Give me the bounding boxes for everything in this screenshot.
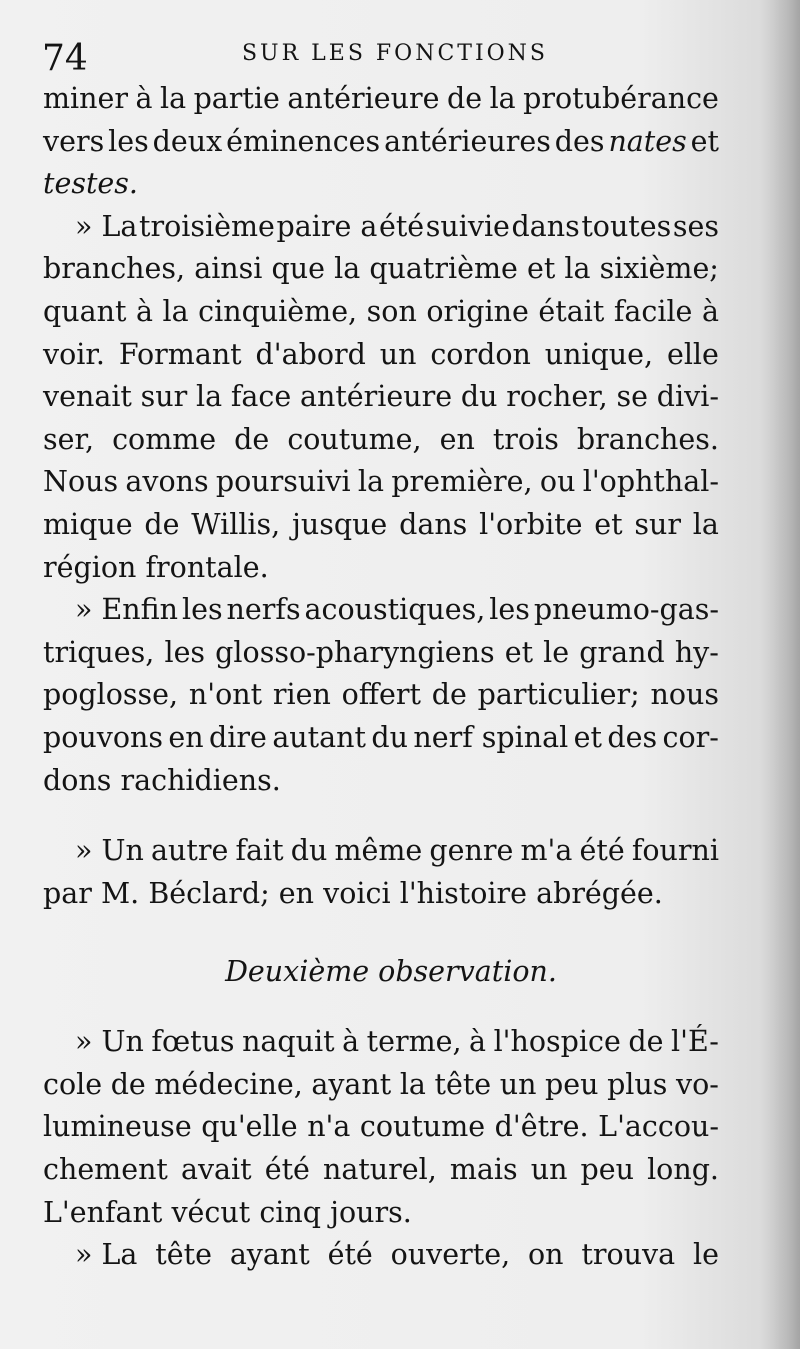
text-line: » La tête ayant été ouverte, on trouva le [75,1238,719,1272]
text-line: lumineuse qu'elle n'a coutume d'être. L'accou- [43,1110,719,1144]
page-number: 74 [42,38,88,79]
text-line: » Un fœtus naquit à terme, à l'hospice de l'É- [75,1025,719,1059]
text-line: » Un autre fait du même genre m'a été fourni [75,834,719,868]
section-heading: Deuxième observation. [225,955,557,989]
running-head: SUR LES FONCTIONS [241,41,548,66]
text-line: venait sur la face antérieure du rocher, se divi- [43,380,719,414]
text-line: L'enfant vécut cinq jours. [43,1195,412,1229]
text-line: voir. Formant d'abord un cordon unique, elle [43,337,719,371]
text-line: pouvons en dire autant du nerf spinal et des cor- [43,720,719,754]
text-line: cole de médecine, ayant la tête un peu plus vo- [43,1067,719,1101]
text-line: » Enfin les nerfs acoustiques, les pneumo-gas- [75,593,719,627]
text-line: » La troisième paire a été suivie dans toutes ses [75,209,719,243]
page-edge-shadow [760,0,800,1349]
page-header [40,34,720,84]
section-gap [43,915,719,943]
text-line: miner à la partie antérieure de la protubérance [43,82,719,115]
text-line: poglosse, n'ont rien offert de particulier; nous [43,678,719,712]
text-line: Nous avons poursuivi la première, ou l'ophthal- [43,465,719,499]
text-line: testes. [43,167,138,201]
text-line: mique de Willis, jusque dans l'orbite et sur la [43,507,719,541]
body-text [43,78,719,1277]
text-line: chement avait été naturel, mais un peu long. [43,1153,719,1187]
paragraph-gap [43,802,719,830]
text-line: ser, comme de coutume, en trois branches. [43,422,719,456]
section-gap [43,1001,719,1021]
text-line: vers les deux éminences antérieures des nates et [43,124,719,158]
text-line: région frontale. [43,550,269,584]
text-line: branches, ainsi que la quatrième et la sixième; [43,252,719,286]
text-line: triques, les glosso-pharyngiens et le grand hy- [43,635,719,669]
text-line: par M. Béclard; en voici l'histoire abrégée. [43,876,663,910]
text-line: dons rachidiens. [43,763,281,797]
text-line: quant à la cinquième, son origine était facile à [43,294,719,328]
